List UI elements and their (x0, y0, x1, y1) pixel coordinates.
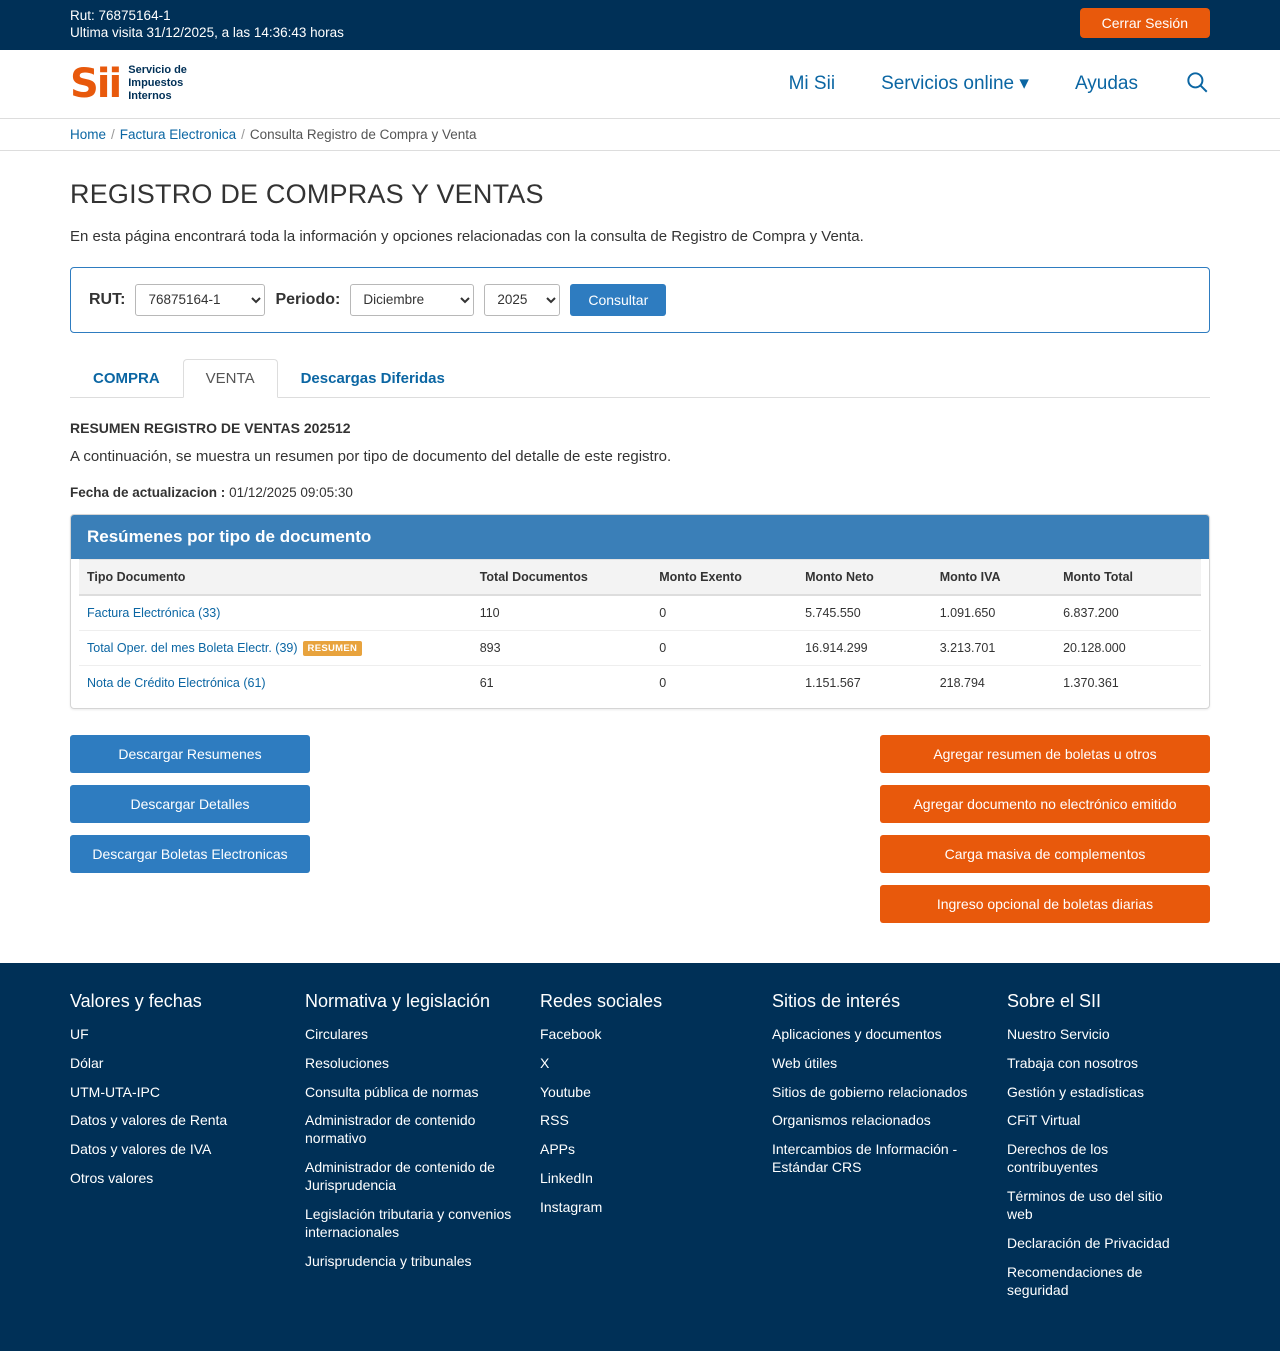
footer-link[interactable]: Resoluciones (305, 1054, 390, 1071)
footer-link[interactable]: Facebook (540, 1025, 602, 1042)
summary-panel-title: Resúmenes por tipo de documento (71, 515, 1209, 559)
footer-link[interactable]: Trabaja con nosotros (1007, 1054, 1138, 1071)
year-select[interactable] (484, 284, 560, 316)
logo-mark: Sii (70, 60, 121, 107)
breadcrumb (70, 119, 1210, 150)
query-filter-panel (70, 267, 1210, 333)
session-last-visit: Ultima visita 31/12/2025, a las 14:36:43 horas (70, 24, 344, 40)
cell-monto-iva: 3.213.701 (932, 630, 1055, 665)
footer-link[interactable]: Intercambios de Información - Estándar CRS (772, 1141, 958, 1176)
footer-link[interactable]: LinkedIn (540, 1170, 593, 1187)
footer-link[interactable]: Jurisprudencia y tribunales (305, 1252, 472, 1269)
footer-link[interactable]: Aplicaciones y documentos (772, 1025, 942, 1042)
rut-label: RUT: (89, 290, 126, 308)
footer-link[interactable]: UTM-UTA-IPC (70, 1083, 160, 1100)
cell-tipo-documento (79, 630, 472, 665)
footer-column-sobre-sii (1007, 991, 1210, 1311)
footer-link[interactable]: Sitios de gobierno relacionados (772, 1083, 968, 1100)
footer-link[interactable]: APPs (540, 1141, 576, 1158)
descargar-boletas-electronicas-button[interactable]: Descargar Boletas Electronicas (70, 835, 310, 873)
registry-tabs (70, 359, 1210, 398)
footer-link[interactable]: Circulares (305, 1025, 369, 1042)
logo-wordmark (128, 64, 187, 103)
breadcrumb-separator: / (241, 126, 245, 142)
chevron-down-icon: ▾ (1019, 73, 1029, 95)
session-info (70, 8, 344, 42)
rut-select[interactable] (135, 284, 265, 316)
main-nav (789, 69, 1210, 98)
cell-monto-neto: 1.151.567 (805, 675, 861, 690)
page-intro: En esta página encontrará toda la información y opciones relacionadas con la consulta de Registro de Compra y Venta. (70, 227, 864, 245)
logo-line-2: Impuestos (128, 77, 184, 90)
ingreso-boletas-diarias-button[interactable]: Ingreso opcional de boletas diarias (880, 885, 1210, 923)
nav-item-servicios-online[interactable] (881, 72, 1029, 95)
footer-link[interactable]: Organismos relacionados (772, 1112, 931, 1129)
summary-table (79, 559, 1201, 700)
footer-title: Sobre el SII (1007, 990, 1102, 1011)
footer-link[interactable]: Términos de uso del sitio web (1007, 1188, 1163, 1223)
descargar-detalles-button[interactable]: Descargar Detalles (70, 785, 310, 823)
footer-link[interactable]: Legislación tributaria y convenios internacionales (305, 1206, 512, 1240)
cell-monto-total: 1.370.361 (1063, 675, 1119, 690)
periodo-label: Periodo: (275, 290, 341, 308)
last-updated-value: 01/12/2025 09:05:30 (229, 484, 353, 500)
col-monto-neto: Monto Neto (797, 559, 932, 595)
site-footer (0, 963, 1280, 1351)
carga-masiva-complementos-button[interactable]: Carga masiva de complementos (880, 835, 1210, 873)
table-row (79, 630, 1201, 665)
col-monto-total: Monto Total (1055, 559, 1201, 595)
download-actions (70, 735, 310, 923)
footer-link[interactable]: Consulta pública de normas (305, 1083, 479, 1100)
status-badge: RESUMEN (303, 641, 363, 656)
footer-link[interactable]: Derechos de los contribuyentes (1007, 1141, 1109, 1176)
cell-monto-iva: 218.794 (939, 675, 985, 690)
agregar-documento-no-electronico-button[interactable]: Agregar documento no electrónico emitido (880, 785, 1210, 823)
breadcrumb-separator: / (111, 126, 115, 142)
footer-link[interactable]: UF (70, 1025, 89, 1042)
footer-link[interactable]: Instagram (540, 1199, 603, 1216)
cell-tipo-documento (79, 665, 472, 700)
footer-column-valores (70, 991, 305, 1311)
month-select[interactable] (350, 284, 474, 316)
tab-venta[interactable]: VENTA (183, 359, 278, 398)
footer-link[interactable]: CFiT Virtual (1007, 1112, 1081, 1129)
cell-monto-exento: 0 (651, 630, 797, 665)
section-title: RESUMEN REGISTRO DE VENTAS 202512 (70, 419, 351, 436)
consultar-button[interactable]: Consultar (570, 284, 666, 316)
last-updated-label: Fecha de actualizacion : (70, 484, 226, 500)
doc-type-link[interactable]: Total Oper. del mes Boleta Electr. (39) (87, 640, 298, 655)
logo-line-3: Internos (128, 90, 172, 103)
cell-tipo-documento (79, 595, 472, 631)
table-header-row (79, 559, 1201, 595)
cell-total-documentos: 110 (472, 595, 652, 631)
footer-link[interactable]: RSS (540, 1112, 569, 1129)
footer-link[interactable]: Gestión y estadísticas (1007, 1083, 1144, 1100)
doc-type-link[interactable]: Nota de Crédito Electrónica (61) (87, 675, 266, 690)
action-buttons (70, 735, 1210, 923)
sii-logo[interactable] (70, 60, 187, 107)
col-total-documentos: Total Documentos (472, 559, 652, 595)
table-row (79, 665, 1201, 700)
last-updated (70, 485, 1210, 500)
cell-monto-total: 20.128.000 (1055, 630, 1201, 665)
footer-link[interactable]: Datos y valores de Renta (70, 1112, 228, 1129)
footer-link[interactable]: Datos y valores de IVA (70, 1141, 212, 1158)
summary-panel (70, 514, 1210, 709)
col-monto-iva: Monto IVA (932, 559, 1055, 595)
tab-compra[interactable]: COMPRA (93, 369, 160, 387)
footer-link[interactable]: Administrador de contenido de Jurisprudencia (305, 1159, 495, 1194)
footer-link[interactable]: Web útiles (772, 1054, 838, 1071)
footer-link[interactable]: Nuestro Servicio (1007, 1025, 1110, 1042)
session-rut: Rut: 76875164-1 (70, 8, 171, 23)
breadcrumb-item-current: Consulta Registro de Compra y Venta (249, 126, 477, 142)
footer-link[interactable]: X (540, 1054, 550, 1071)
breadcrumb-item-home[interactable]: Home (70, 126, 107, 142)
site-header (0, 50, 1280, 119)
footer-link[interactable]: Recomendaciones de seguridad (1007, 1263, 1143, 1298)
cell-monto-iva: 1.091.650 (932, 595, 1055, 631)
cell-monto-exento: 0 (659, 675, 667, 690)
nav-item-ayudas[interactable]: Ayudas (1074, 72, 1138, 94)
cell-total-documentos: 61 (479, 675, 494, 690)
footer-link[interactable]: Declaración de Privacidad (1007, 1235, 1170, 1251)
top-session-bar (0, 0, 1280, 50)
register-actions (880, 735, 1210, 923)
breadcrumb-item-factura-electronica[interactable]: Factura Electronica (119, 126, 237, 142)
cell-monto-neto: 5.745.550 (797, 595, 932, 631)
logout-button[interactable]: Cerrar Sesión (1080, 8, 1210, 38)
footer-link[interactable]: Dólar (70, 1054, 104, 1071)
footer-title: Normativa y legislación (305, 990, 491, 1011)
footer-title: Redes sociales (540, 990, 663, 1011)
page-title: REGISTRO DE COMPRAS Y VENTAS (70, 178, 544, 209)
footer-column-redes (540, 991, 772, 1311)
nav-item-mi-sii[interactable]: Mi Sii (788, 72, 836, 94)
table-row (79, 595, 1201, 631)
col-monto-exento: Monto Exento (651, 559, 797, 595)
cell-monto-total: 6.837.200 (1055, 595, 1201, 631)
section-description: A continuación, se muestra un resumen por tipo de documento del detalle de este registro. (70, 447, 672, 465)
search-icon[interactable] (1184, 69, 1210, 98)
footer-title: Valores y fechas (70, 990, 202, 1011)
footer-link[interactable]: Otros valores (70, 1170, 154, 1187)
descargar-resumenes-button[interactable]: Descargar Resumenes (70, 735, 310, 773)
footer-link[interactable]: Youtube (540, 1083, 591, 1100)
tab-descargas-diferidas[interactable]: Descargas Diferidas (300, 369, 445, 387)
doc-type-link[interactable]: Factura Electrónica (33) (87, 605, 221, 620)
footer-link[interactable]: Administrador de contenido normativo (305, 1112, 476, 1147)
cell-monto-exento: 0 (651, 595, 797, 631)
col-tipo-documento: Tipo Documento (79, 559, 472, 595)
footer-column-sitios (772, 991, 1007, 1311)
main-content (70, 179, 1210, 923)
footer-column-normativa (305, 991, 540, 1311)
cell-total-documentos: 893 (472, 630, 652, 665)
agregar-resumen-boletas-button[interactable]: Agregar resumen de boletas u otros (880, 735, 1210, 773)
cell-monto-neto: 16.914.299 (797, 630, 932, 665)
footer-title: Sitios de interés (772, 990, 901, 1011)
nav-label-servicios: Servicios online (881, 73, 1015, 95)
logo-line-1: Servicio de (128, 64, 187, 77)
